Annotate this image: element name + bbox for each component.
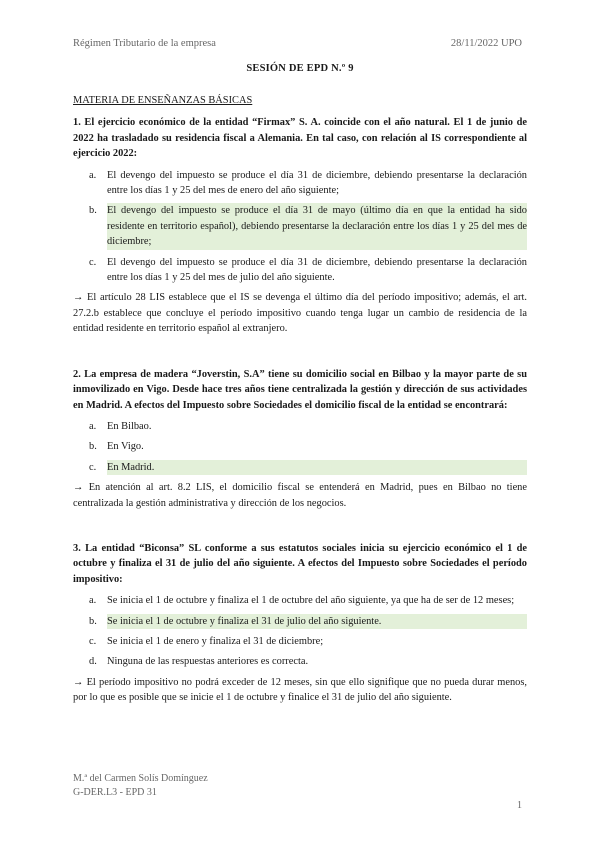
page-title: SESIÓN DE EPD N.º 9 <box>246 63 354 74</box>
footer <box>73 772 208 800</box>
option-3b-correct <box>73 614 527 629</box>
option-letter: b. <box>89 441 97 453</box>
section-heading: MATERIA DE ENSEÑANZAS BÁSICAS <box>73 95 253 106</box>
option-letter: a. <box>89 420 97 432</box>
option-letter: a. <box>89 595 97 607</box>
explanation-3: → El período impositivo no podrá exceder de 12 meses, sin que ello signifique que no pueda durar menos, por lo que es posible que se inicie el 1 de octubre y finalice el 31 de julio del año siguiente. <box>73 676 527 704</box>
option-letter: b. <box>89 615 97 627</box>
option-1a <box>73 168 527 199</box>
question-3: 3. La entidad “Biconsa” SL conforme a sus estatutos sociales inicia su ejercicio económico el 1 de octubre y finaliza el 31 de julio del año siguiente. A efectos del Impuesto sobre Sociedades el período impositivo: <box>73 542 527 585</box>
footer-author: M.ª del Carmen Solís Domínguez <box>73 773 208 784</box>
option-text: El devengo del impuesto se produce el día 31 de mayo (último día en que la entidad ha sido residente en territorio español), debiendo presentarse la declaración entre los días 1 y 25 del mes de diciembre; <box>107 203 527 249</box>
option-1c <box>73 255 527 286</box>
option-text: El devengo del impuesto se produce el día 31 de diciembre, debiendo presentarse la declaración entre los días 1 y 25 del mes de julio del año siguiente. <box>107 256 527 284</box>
option-text: Se inicia el 1 de octubre y finaliza el 1 de octubre del año siguiente, ya que ha de ser de 12 meses; <box>107 595 515 607</box>
option-2c-correct <box>73 460 527 475</box>
page-number: 1 <box>517 800 522 811</box>
option-letter: c. <box>89 635 97 647</box>
option-text: El devengo del impuesto se produce el día 31 de diciembre, debiendo presentarse la declaración entre los días 1 y 25 del mes de enero del año siguiente; <box>107 169 527 197</box>
option-letter: c. <box>89 256 97 268</box>
option-letter: d. <box>89 656 97 668</box>
option-text: En Bilbao. <box>107 420 152 432</box>
header-right: 28/11/2022 UPO <box>450 38 522 49</box>
explanation-2: → En atención al art. 8.2 LIS, el domicilio fiscal se entenderá en Madrid, pues en Bilbao no tiene centralizada la gestión administrativa y dirección de los negocios. <box>73 482 527 509</box>
option-3c <box>73 634 527 649</box>
option-text: En Vigo. <box>107 441 144 453</box>
footer-course: G-DER.L3 - EPD 31 <box>73 787 157 798</box>
option-3a <box>73 593 527 608</box>
option-text: Se inicia el 1 de enero y finaliza el 31 de diciembre; <box>107 635 324 647</box>
document-body <box>73 93 527 706</box>
header-left: Régimen Tributario de la empresa <box>73 38 216 49</box>
option-2a <box>73 419 527 434</box>
option-text: Se inicia el 1 de octubre y finaliza el 31 de julio del año siguiente. <box>107 615 382 627</box>
option-text: En Madrid. <box>107 461 155 473</box>
option-3d <box>73 654 527 669</box>
option-text: Ninguna de las respuestas anteriores es correcta. <box>107 656 309 668</box>
option-1b-correct <box>73 203 527 249</box>
question-2: 2. La empresa de madera “Joverstin, S.A” tiene su domicilio social en Bilbao y la mayor parte de su inmovilizado en Vigo. Desde hace tres años tiene centralizada la gestión y dirección de sus actividades en Madrid. A efectos del Impuesto sobre Sociedades el domicilio fiscal de la entidad se encontrará: <box>73 368 527 411</box>
option-2b <box>73 439 527 454</box>
option-letter: a. <box>89 169 97 181</box>
question-1: 1. El ejercicio económico de la entidad “Firmax” S. A. coincide con el año natural. El 1 de junio de 2022 ha trasladado su residencia fiscal a Alemania. En tal caso, con relación al IS correspondiente al ejercicio 2022: <box>73 117 527 160</box>
explanation-1: → El artículo 28 LIS establece que el IS se devenga el último día del período impositivo; además, el art. 27.2.b establece que concluye el período impositivo cuando tenga lugar un cambio de residencia de la entidad residente en territorio español al extranjero. <box>73 292 527 335</box>
option-letter: c. <box>89 461 97 473</box>
option-letter: b. <box>89 205 97 217</box>
